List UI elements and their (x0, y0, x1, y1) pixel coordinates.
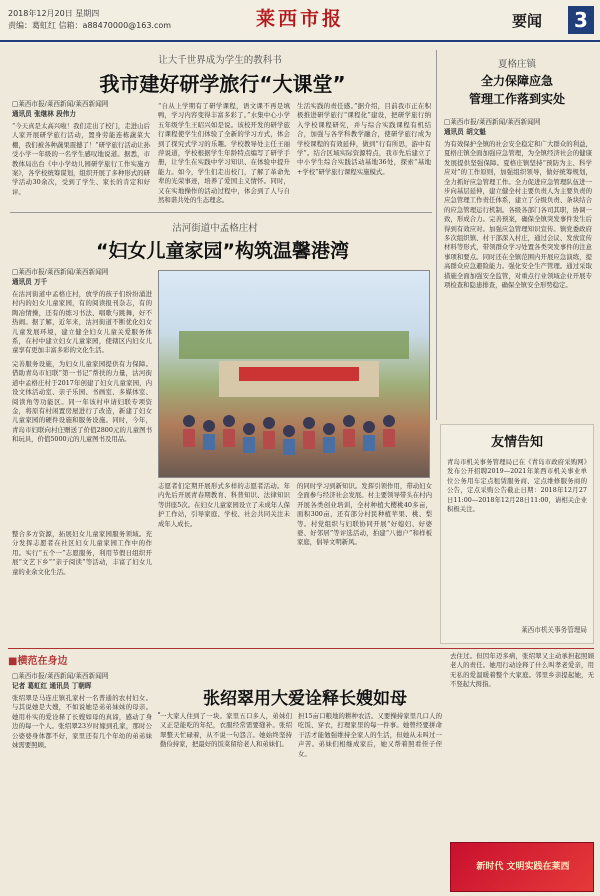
bottom-col1: 张绍翠是马连庄镇孔家村一名普通的农村妇女。与其说她是大嫂，不如说她是弟弟妹妹的母亲。她用朴实的爱诠释了长嫂如母的真谛，感动了身边的每一个人。张绍翠23岁时嫁到孔家，那时公公婆婆身体都不好，家里还有几个年幼的弟弟妹妹需要照顾。 (12, 694, 152, 750)
bottom-title: 张绍翠用大爱诠释长嫂如母 (203, 689, 407, 709)
bottom-col4: 去住过。但因年迈多病，张绍翠又主动承担起照顾老人的责任。她用行动诠释了什么叫孝老爱亲，用无私的爱温暖着整个大家庭。邻里乡亲提起她，无不竖起大拇指。 (450, 652, 594, 689)
bottom-section-label (8, 652, 118, 668)
article1-col3: 生活实践的责任感。”据介绍，目前我市正在积极推进研学旅行“课程化”建设，把研学旅行纳入学校课程研究，并与综合实践课程有机结合，加强与各学科教学融合，使研学旅行成为学校课程的有效延伸，做到“行有所思，游中有学”。结合区域实际资源特点，我市先后建立了中小学生综合实践活动基地36处，探索“基地+学校”研学旅行课程实施模式。 (297, 102, 431, 176)
notice-box (440, 424, 594, 644)
ad-banner (450, 842, 594, 892)
article2-col1: 在沽河街道中孟格庄村，放学的孩子们纷纷涌进村内的妇女儿童家园，有的阅读报刊杂志，有的陶冶情操，还有的练习书法、唱歌与跳舞，好不热闹。据了解，近年来，沽河街道不断优化妇女儿童发展环境，建立健全妇女儿童关爱服务体系，在村中建立妇女儿童家园，使辖区内妇女儿童享有更加丰富多彩的文化生活。 (12, 290, 152, 355)
article1-reporter: 通讯员 张继林 段伟力 (12, 110, 76, 118)
page-number: 3 (568, 6, 594, 34)
ad-text: 新时代 文明实践在莱西 (476, 862, 570, 872)
article2-photo (158, 270, 430, 478)
bottom-col2: 一大家人住到了一块。家里五口多人，弟妹们又正是能吃的年纪，衣服经常需要缝补。张绍翠整天忙碌着，从不说一句怨言。她始终坚持勤俭持家，把最好的饭菜留给老人和弟妹们。 (160, 712, 292, 749)
article3-source: □莱西市报/莱西新闻/莱西新闻网 (444, 118, 541, 126)
issue-meta (8, 8, 171, 32)
issue-date: 2018年12月20日 星期四 (8, 9, 100, 18)
article1-source: □莱西市报/莱西新闻/莱西新闻网 (12, 100, 109, 108)
article1-title: 我市建好研学旅行“大课堂” (99, 72, 346, 96)
bottom-section-label-text: 横范在身边 (17, 656, 68, 667)
notice-title: 友情告知 (490, 435, 543, 450)
article1-kicker: 让大千世界成为学生的教科书 (158, 55, 282, 66)
article3-title-line1: 全力保障应急 (480, 74, 553, 88)
article1-col1: “今天真是太高兴啦！我们走出了校门，走进山后人家开展研学旅行活动，置身劳能连栋蔬菜大棚，我们被各种蔬果震撼了！”研学旅行活动让孙受小学一年级的一名学生感叹地说道。据悉，市教体局出台《中小学幼儿园研学旅行工作实施方案》，各学校统筹谋划，组织开展了多种形式的研学活动30余次，受到了学生、家长的肯定和好评。 (12, 122, 150, 196)
bottom-source: □莱西市报/莱西新闻/莱西新闻网 (12, 672, 109, 680)
article2-reporter: 通讯员 万千 (12, 278, 48, 286)
article3-kicker: 夏格庄镇 (497, 59, 536, 70)
article2-col1b: 完善服务设施，为妇女儿童家园提供有力保障。借助青岛市妇联“第一书记”帮扶的力量，沽河街道中孟格庄村于2017年创建了妇女儿童家园，内设文体活动室、亲子乐园、书画室、多媒体室、阅读角等功能区。同一年该村申请妇联专项资金，将原有村闲置房屋进行了改造，新建了妇女儿童家园的硬件设施和服务设施。同时，今年，青岛市妇联向村庄赠送了价值2800元的儿童图书和玩具，价值5000元的儿童图书及用品。 (12, 360, 152, 444)
newspaper-logo: 莱西市报 (255, 8, 344, 30)
section-divider (10, 212, 432, 213)
article2-source: □莱西市报/莱西新闻/莱西新闻网 (12, 268, 109, 276)
article2-kicker: 沽河街道中孟格庄村 (172, 223, 258, 234)
header-divider (0, 40, 600, 42)
square-icon: ■ (8, 656, 18, 667)
editor-info: 责编：葛虹红 信箱：a88470000@163.com (8, 21, 172, 30)
article3-reporter: 通讯员 胡文魁 (444, 128, 486, 136)
column-divider (436, 50, 437, 420)
article2-col1c: 整合多方资源，拓展妇女儿童家园服务领域。充分发挥志愿者在社区妇女儿童家园工作中的作用。实行“五个一”志愿服务，利用节假日组织开展“文艺下乡”“亲子阅读”等活动，丰富了妇女儿童的业余文化生活。 (12, 530, 152, 576)
article3-body: 为有效保护全镇的社会安全稳定和广大群众的利益，夏格庄镇全面加强应急管理，为全镇经济社会的健康发展提供坚强保障。夏格庄镇坚持“预防为主、科学应对”的工作原则，加强组织领导，做好统筹规划，全力抓好应急管理工作。全力促进应急管理队伍进一步向基层延伸，建立健全村主要负责人为主要负责的应急管理工作责任体系，建立了分级负责、条块结合的应急管理运行机制。各级各部门各司其职，协调一致，形成合力。完善预案，确保全镇突发事件发生后得到有效应对。加强应急管理知识宣传。镇党委政府多次组织镇、村干部深入村庄，通过会议、发放宣传材料等形式，带领群众学习处置各类突发事件的注意事项和要点。同时还在全镇范围内开展应急演练，提高群众应急避险能力。强化安全生产管理。通过采取措施全面加强安全监管，对重点行业领域企业开展专项检查和隐患排查，确保全镇安全形势稳定。 (444, 140, 592, 290)
bottom-col3: 担15亩口粮地的耕种农活。又要操持家里几口人的吃饭、穿衣，打理家里的每一件事。她曾经要拼命干活才能勉强维持全家人的生活，但她从未叫过一声苦。弟妹们相继成家后，她又帮着照看侄子侄女。 (298, 712, 442, 758)
section-title: 要闻 (512, 12, 543, 30)
bottom-reporter: 记者 葛虹红 通讯员 丁朝晖 (12, 682, 92, 690)
notice-body: 青岛市机关事务管理局已在《青岛市政府采购网》发布公开招聘2019—2021年莱西市机关事业单位公务用车定点租赁服务商、定点维修服务商的公告，定点采购公告截止日期：2018年12月27日11:00—2018年12月28日11:00，请相关企业积极关注。 (447, 458, 587, 514)
article1-col2: “自从上学期有了研学课程，语文课不再是填鸭，学习内容变得丰富多彩了。”水集中心小学五年级学生王昭兴如是说。该校开发的研学旅行课程使学生们体验了全新的学习方式，体会到了探究式学习的乐趣。学校教导处主任王丽萍说道，学校根据学生年龄特点编写了研学手册，让学生在实践中学习知识、在体验中提升能力。如今，学生们走出校门，了解了革命先辈的光荣事迹，培养了爱国主义情怀。同时，又在实地操作的活动过程中，体会到了人与自然和谐共处的生态理念。 (158, 102, 290, 205)
article2-title: “妇女儿童家园”构筑温馨港湾 (96, 240, 349, 262)
article2-col2: 志愿者们定期开展形式多样的志愿者活动。年内先后开展青春期教育、科普知识、法律知识等讲座5次。在妇女儿童家园设立了未成年人保护工作站，引导家庭、学校、社会共同关注未成年人成长。 (158, 482, 290, 528)
article2-col3: 的同时学习到新知识。发挥引领作用，带动妇女全面参与经济社会发展。村主要领导带头在村内开展各类创业培训，全村种植大樱桃40多亩，面积300亩，还有部分村民种植苹果、桃、梨等。村党组织与妇联协同开展“好媳妇、好婆婆、好邻居”等评选活动，拍建“八德户”和样板家庭，倡导文明新风。 (297, 482, 432, 547)
bottom-divider (8, 648, 594, 649)
notice-sign: 莱西市机关事务管理局 (521, 625, 587, 634)
photo-illustration (159, 271, 429, 477)
article3-title-line2: 管理工作落到实处 (468, 92, 565, 106)
